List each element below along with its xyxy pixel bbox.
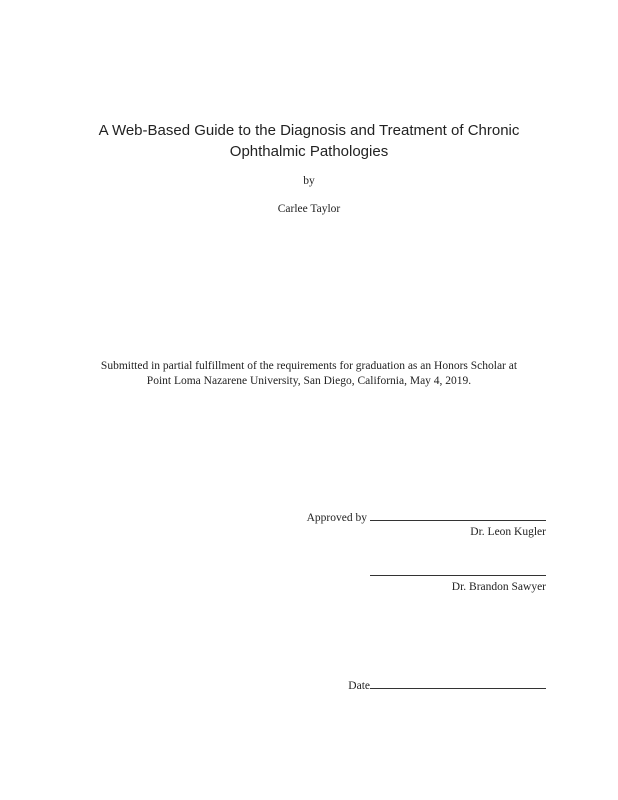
approved-by-label: Approved by [306,512,367,524]
date-label: Date [348,680,370,692]
approver-1-name: Dr. Leon Kugler [470,526,546,538]
approved-by-row [307,510,546,524]
author-name: Carlee Taylor [277,203,341,215]
date-row [348,678,546,692]
date-signature-block [348,678,546,692]
signature-line-2 [370,565,546,576]
approval-signature-block [307,510,546,538]
title-line-2: Ophthalmic Pathologies [229,143,389,160]
second-signature-block [370,565,546,593]
signature-row-2 [370,565,546,579]
submission-line-2: Point Loma Nazarene University, San Diego, California, May 4, 2019. [146,375,472,387]
submission-statement [40,359,578,389]
date-line [370,678,546,689]
signature-line-1 [370,510,546,521]
approver-2-name: Dr. Brandon Sawyer [451,581,546,593]
title-line-1: A Web-Based Guide to the Diagnosis and Treatment of Chronic [98,122,520,139]
document-title [60,120,558,162]
submission-line-1: Submitted in partial fulfillment of the requirements for graduation as an Honors Scholar at [100,360,518,372]
by-label: by [303,175,315,187]
